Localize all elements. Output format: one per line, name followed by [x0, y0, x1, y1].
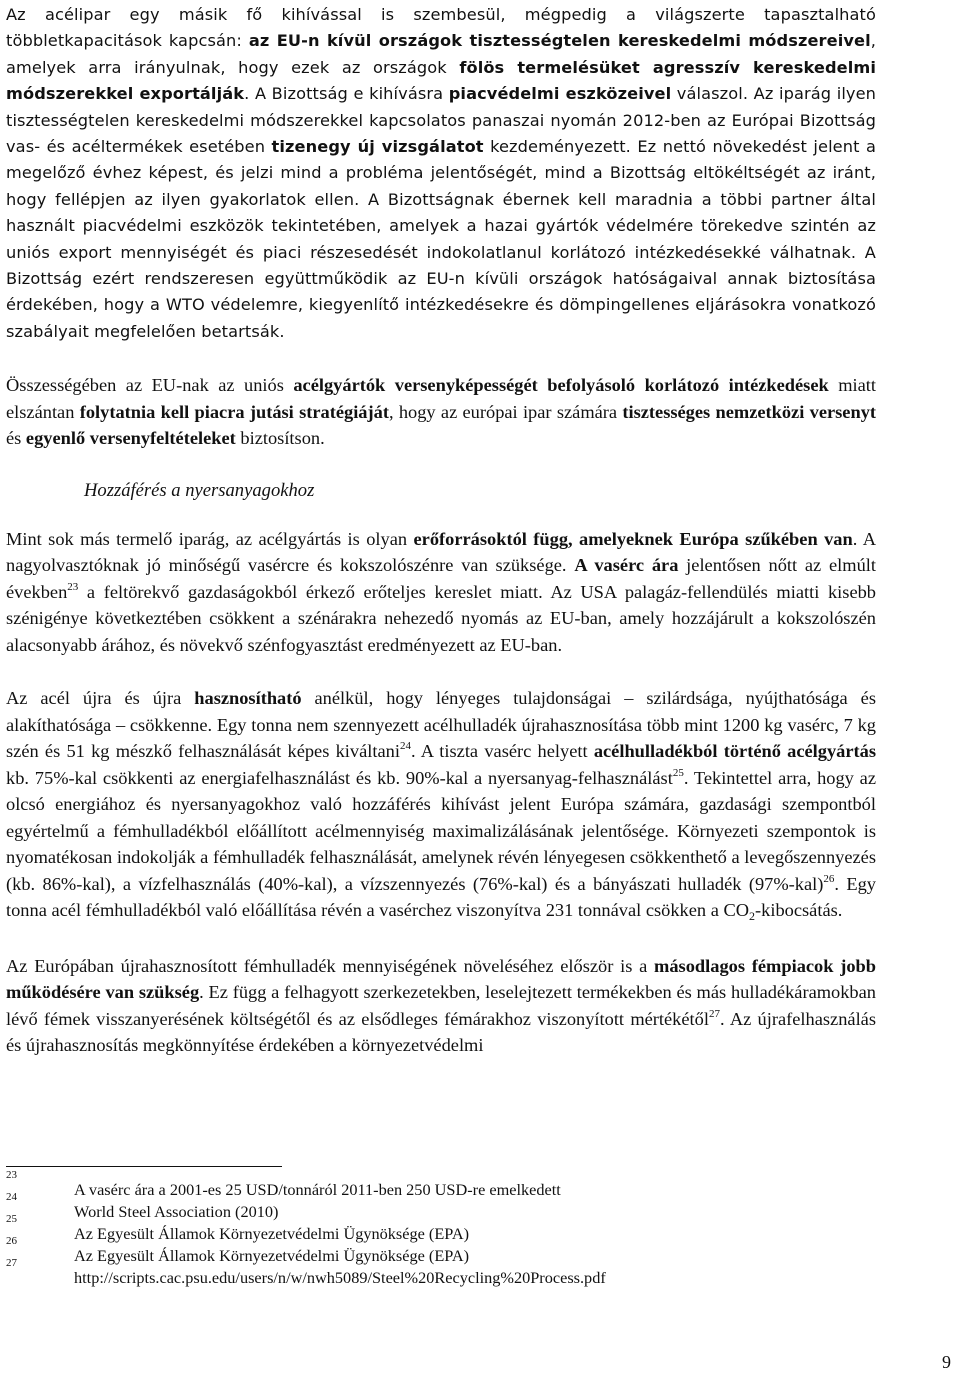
footnote-separator [6, 1166, 282, 1167]
page-number: 9 [942, 1352, 951, 1372]
footnote-ref: 26 [823, 872, 835, 885]
footnote [6, 1235, 876, 1265]
section-heading: Hozzáférés a nyersanyagokhoz [84, 479, 315, 501]
text-run: . A nagyolvasztóknak jó minőségű vasércre és kokszolószénre van szüksége. [6, 528, 876, 576]
subscript: 2 [749, 909, 756, 924]
text-run: . A tiszta vasérc helyett [410, 741, 594, 762]
bold-run: másodlagos fémpiacok jobb működésére van szükség [6, 955, 877, 1003]
text-run: kb. 75%-kal csökkenti az energiafelhasználást és kb. 90%-kal a nyersanyag-felhasználást [6, 767, 673, 788]
text-run: és [6, 428, 26, 449]
bold-run: egyenlő versenyfeltételeket [25, 428, 236, 449]
bold-run: fölös termelésüket agresszív kereskedelmi módszerekkel exportálják [6, 57, 877, 104]
footnote [6, 1191, 876, 1221]
bold-run: hasznosítható [194, 688, 302, 709]
footnote-number: 26 [6, 1235, 17, 1247]
footnote-text: World Steel Association (2010) [74, 1202, 279, 1221]
spacer [6, 658, 876, 685]
text-run: biztosítson. [235, 428, 325, 449]
footnote-ref: 27 [708, 1007, 720, 1020]
paragraph-market-access [6, 372, 876, 452]
bold-run: tizenegy új vizsgálatot [271, 137, 484, 157]
text-run: . A Bizottság e kihívásra [244, 84, 449, 104]
bold-run: folytatnia kell piacra jutási stratégiáját [79, 401, 389, 422]
spacer [6, 504, 876, 526]
bold-run: erőforrásoktól függ, amelyeknek Európa szűkében van [413, 528, 853, 549]
text-run: Az acél újra és újra [6, 688, 195, 709]
bold-run: acélgyártók versenyképességét befolyásoló korlátozó intézkedések [293, 375, 829, 396]
paragraph-trade-challenges [6, 2, 876, 345]
footnote-text: Az Egyesült Államok Környezetvédelmi Ügynöksége (EPA) [74, 1246, 470, 1265]
bold-run: az EU-n kívül országok tisztességtelen kereskedelmi módszereivel [248, 31, 871, 51]
bold-run: piacvédelmi eszközeivel [448, 84, 672, 104]
text-run: . Egy tonna acél fémhulladékból való előállítása révén a vasérchez viszonyítva 231 tonnával csökken a CO [6, 873, 876, 921]
paragraph-recycling [6, 685, 876, 926]
text-run: miatt elszántan [6, 375, 876, 422]
paragraph-secondary-markets [6, 953, 876, 1059]
footnote-ref: 23 [67, 580, 79, 593]
document-page [6, 0, 876, 1059]
text-run: Az acélipar egy másik fő kihívással is szembesül, mégpedig a világszerte tapasztalható többletkapacitások kapcsán: [6, 5, 876, 51]
footnote-number: 27 [6, 1257, 17, 1269]
text-run: válaszol. Az iparág ilyen tisztességtelen kereskedelmi módszerekkel kapcsolatos panaszai nyomán 2012-ben az Európai Bizottság vas- és acéltermékek esetében [6, 84, 877, 157]
text-run: Az Európában újrahasznosított fémhulladék mennyiségének növeléséhez először is a [6, 955, 655, 976]
footnote-ref: 24 [399, 740, 411, 753]
bold-run: tisztességes nemzetközi versenyt [622, 401, 877, 422]
text-run: , amelyek arra irányulnak, hogy ezek az országok [6, 31, 876, 77]
bold-run: acélhulladékból történő acélgyártás [593, 741, 876, 762]
text-run: Mint sok más termelő iparág, az acélgyártás is olyan [6, 528, 414, 549]
footnote-ref: 25 [672, 766, 684, 779]
bold-run: A vasérc ára [574, 555, 679, 576]
footnote-link[interactable]: http://scripts.cac.psu.edu/users/n/w/nwh5089/Steel%20Recycling%20Process.pdf [74, 1268, 606, 1287]
text-run: kezdeményezett. Ez nettó növekedést jelent a megelőző évhez képest, és jelzi mind a probléma jelentőségét, mind a Bizottság eltökéltségét az iránt, hogy fellépjen az ilyen gyakorlatok ellen. A Bizottságnak ébernek kell maradnia a többi partner által használt piacvédelmi eszközök tekintetében, amelyek a hazai gyártók védelmére törekedve szintén az uniós export mennyiségét és piaci részesedését indokolatlanul korlátozó intézkedésekké válhatnak. A Bizottság ezért rendszeresen együttműködik az EU-n kívüli országok hatóságaival annak biztosítása érdekében, hogy a WTO védelemre, kiegyenlítő intézkedésekre és dömpingellenes eljárásokra vonatkozó szabályait megfelelően betartsák. [6, 137, 877, 341]
text-run: . Ez függ a felhagyott szerkezetekben, leselejtezett termékekben és más hulladékáramokban lévő fémek visszanyerésének költségétől és az elsődleges fémárakhoz viszonyított mértékétől [6, 982, 876, 1029]
text-run: anélkül, hogy lényeges tulajdonságai – szilárdsága, nyújthatósága és alakíthatósága – csökkenne. Egy tonna nem szennyezett acélhulladék újrahasznosítása több mint 1200 kg vasérc, 7 kg szén és 51 kg mészkő felhasználását képes kiváltani [6, 688, 876, 762]
text-run: . Tekintettel arra, hogy az olcsó energiához és nyersanyagokhoz való hozzáférés kihívást jelent Európa számára, gazdasági szempontból egyértelmű a fémhulladékból előállított acélmennyiség maximalizálásának jelentősége. Környezeti szempontok is nyomatékosan indokolják a fémhulladék felhasználását, amelynek révén lényegesen csökkenthető a levegőszennyezés (kb. 86%-kal), a vízfelhasználás (40%-kal), a vízszennyezés (76%-kal) és a bányászati hulladék (97%-kal) [6, 767, 876, 894]
text-run: a feltörekvő gazdaságokból érkező erőteljes kereslet miatt. Az USA palagáz-fellendülés miatti kisebb szénigénye következtében csökkent a szénárakra nehezedő nyomás az EU-ban, amely hozzájárult a kokszolószén alacsonyabb árához, és növekvő szénfogyasztást eredményezett az EU-ban. [6, 581, 876, 655]
text-run: -kibocsátás. [755, 900, 843, 921]
text-run: , hogy az európai ipar számára [388, 401, 623, 422]
spacer [6, 345, 876, 372]
footnote-number: 23 [6, 1169, 17, 1181]
text-run: jelentősen nőtt az elmúlt években [6, 555, 876, 602]
footnote-text: Az Egyesült Államok Környezetvédelmi Ügynöksége (EPA) [74, 1224, 470, 1243]
footnotes [6, 1169, 876, 1287]
text-run: Összességében az EU-nak az uniós [6, 375, 294, 396]
text-run: . Az újrafelhasználás és újrahasznosítás megkönnyítése érdekében a környezetvédelmi [6, 1008, 876, 1056]
footnote-text: A vasérc ára a 2001-es 25 USD/tonnáról 2011-ben 250 USD-re emelkedett [74, 1180, 561, 1199]
footnote [6, 1257, 876, 1287]
paragraph-raw-materials [6, 526, 876, 659]
footnote-number: 25 [6, 1213, 17, 1225]
footnote-number: 24 [6, 1191, 17, 1203]
footnote [6, 1213, 876, 1243]
spacer [6, 926, 876, 953]
footnote [6, 1169, 876, 1199]
